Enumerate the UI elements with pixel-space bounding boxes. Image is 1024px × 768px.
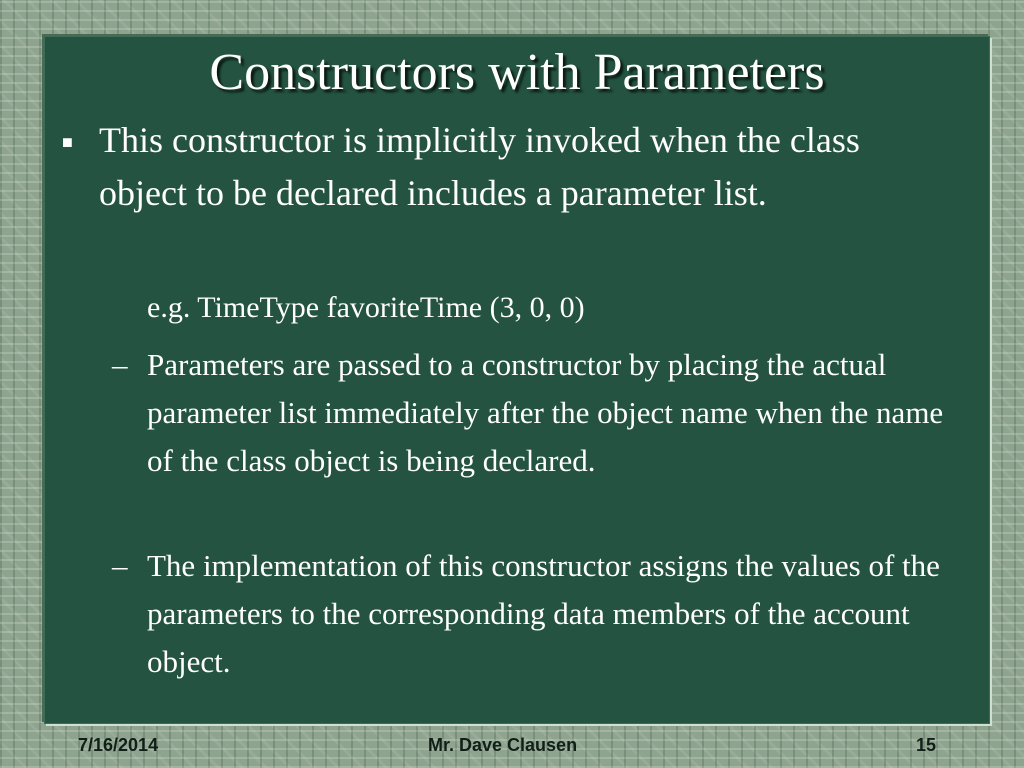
slide-title: Constructors with Parameters (209, 44, 825, 101)
footer-page-number: 15 (916, 735, 937, 755)
code-example: e.g. TimeType favoriteTime (3, 0, 0) (147, 291, 585, 324)
bullet-square-icon: ■ (62, 132, 73, 152)
dash-marker: – (112, 548, 128, 583)
main-bullet-text: This constructor is implicitly invoked when the class object to be declared includes a parameter list. (99, 120, 860, 213)
sub-bullet (112, 341, 972, 485)
dash-marker: – (112, 347, 128, 382)
sub-bullet-text: The implementation of this constructor assigns the values of the parameters to the corresponding data members of the account object. (147, 548, 940, 679)
footer-author: Mr. Dave Clausen (428, 735, 578, 755)
sub-bullet-text: Parameters are passed to a constructor by placing the actual parameter list immediately after the object name when the name of the class object is being declared. (147, 347, 944, 478)
footer-date: 7/16/2014 (78, 735, 159, 755)
sub-bullet (112, 542, 972, 686)
